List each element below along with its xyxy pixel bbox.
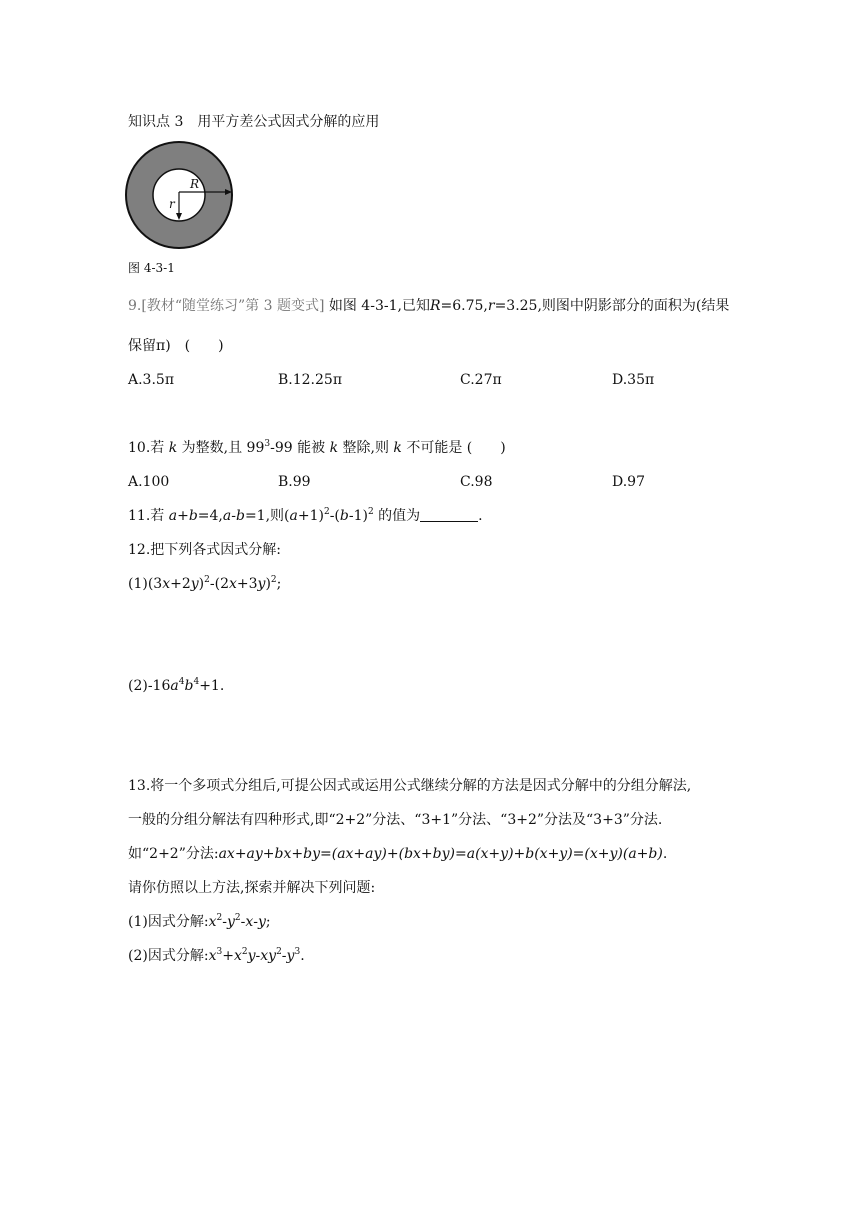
q13-instruction: 请你仿照以上方法,探索并解决下列问题: bbox=[128, 880, 376, 896]
figure-caption: 图 4-3-1 bbox=[128, 261, 175, 275]
annulus-figure bbox=[124, 140, 239, 250]
q9-source: 9.[教材“随堂练习”第 3 题变式] bbox=[128, 298, 325, 314]
section-title: 知识点 3 用平方差公式因式分解的应用 bbox=[128, 114, 380, 130]
q13-line1: 13.将一个多项式分组后,可提公因式或运用公式继续分解的方法是因式分解中的分组分解法, bbox=[128, 778, 692, 794]
q12-part2: $(2)-16a^4b^4+1$. bbox=[128, 677, 225, 694]
q10-option-c[interactable]: C.98 bbox=[460, 474, 493, 490]
q9-line2: 保留π) ( ) bbox=[128, 338, 224, 354]
q13-part1: (1)因式分解$:x^2-y^2-x-y$; bbox=[128, 913, 271, 930]
q11-answer-blank[interactable] bbox=[420, 507, 478, 522]
q10-option-b[interactable]: B.99 bbox=[278, 474, 311, 490]
q13-line2: 一般的分组分解法有四种形式,即“2+2”分法、“3+1”分法、“3+2”分法及“3+3”分法. bbox=[128, 812, 663, 828]
label-r: r bbox=[169, 197, 175, 211]
q10-option-a[interactable]: A.100 bbox=[128, 474, 170, 490]
q9-option-a[interactable]: A.3.5π bbox=[128, 372, 175, 388]
q12-intro: 12.把下列各式因式分解: bbox=[128, 542, 281, 558]
q9-line1: 9.[教材“随堂练习”第 3 题变式] 如图 4-3-1,已知R=6.75,r=3.25,则图中阴影部分的面积为(结果 bbox=[128, 298, 730, 314]
q10-option-d[interactable]: D.97 bbox=[612, 474, 645, 490]
q10-stem: 10.若 k 为整数,且 $99^3-99$ 能被 k 整除,则 k 不可能是 ( ) bbox=[128, 439, 506, 456]
q9-option-d[interactable]: D.35π bbox=[612, 372, 655, 388]
q9-option-c[interactable]: C.27π bbox=[460, 372, 502, 388]
q9-option-b[interactable]: B.12.25π bbox=[278, 372, 343, 388]
label-R: R bbox=[190, 177, 200, 191]
q13-part2: (2)因式分解$:x^3+x^2y-xy^2-y^3$. bbox=[128, 947, 305, 964]
q11-stem: 11.若 a+b=4,a-b=1,则$(a+1)^2-(b-1)^2$ 的值为 . bbox=[128, 507, 483, 524]
q12-part1: $(1)(3x+2y)^2-(2x+3y)^2$; bbox=[128, 575, 282, 592]
q13-example: 如“2+2”分法:ax+ay+bx+by=(ax+ay)+(bx+by)=a(x+y)+b(x+y)=(x+y)(a+b). bbox=[128, 846, 668, 862]
